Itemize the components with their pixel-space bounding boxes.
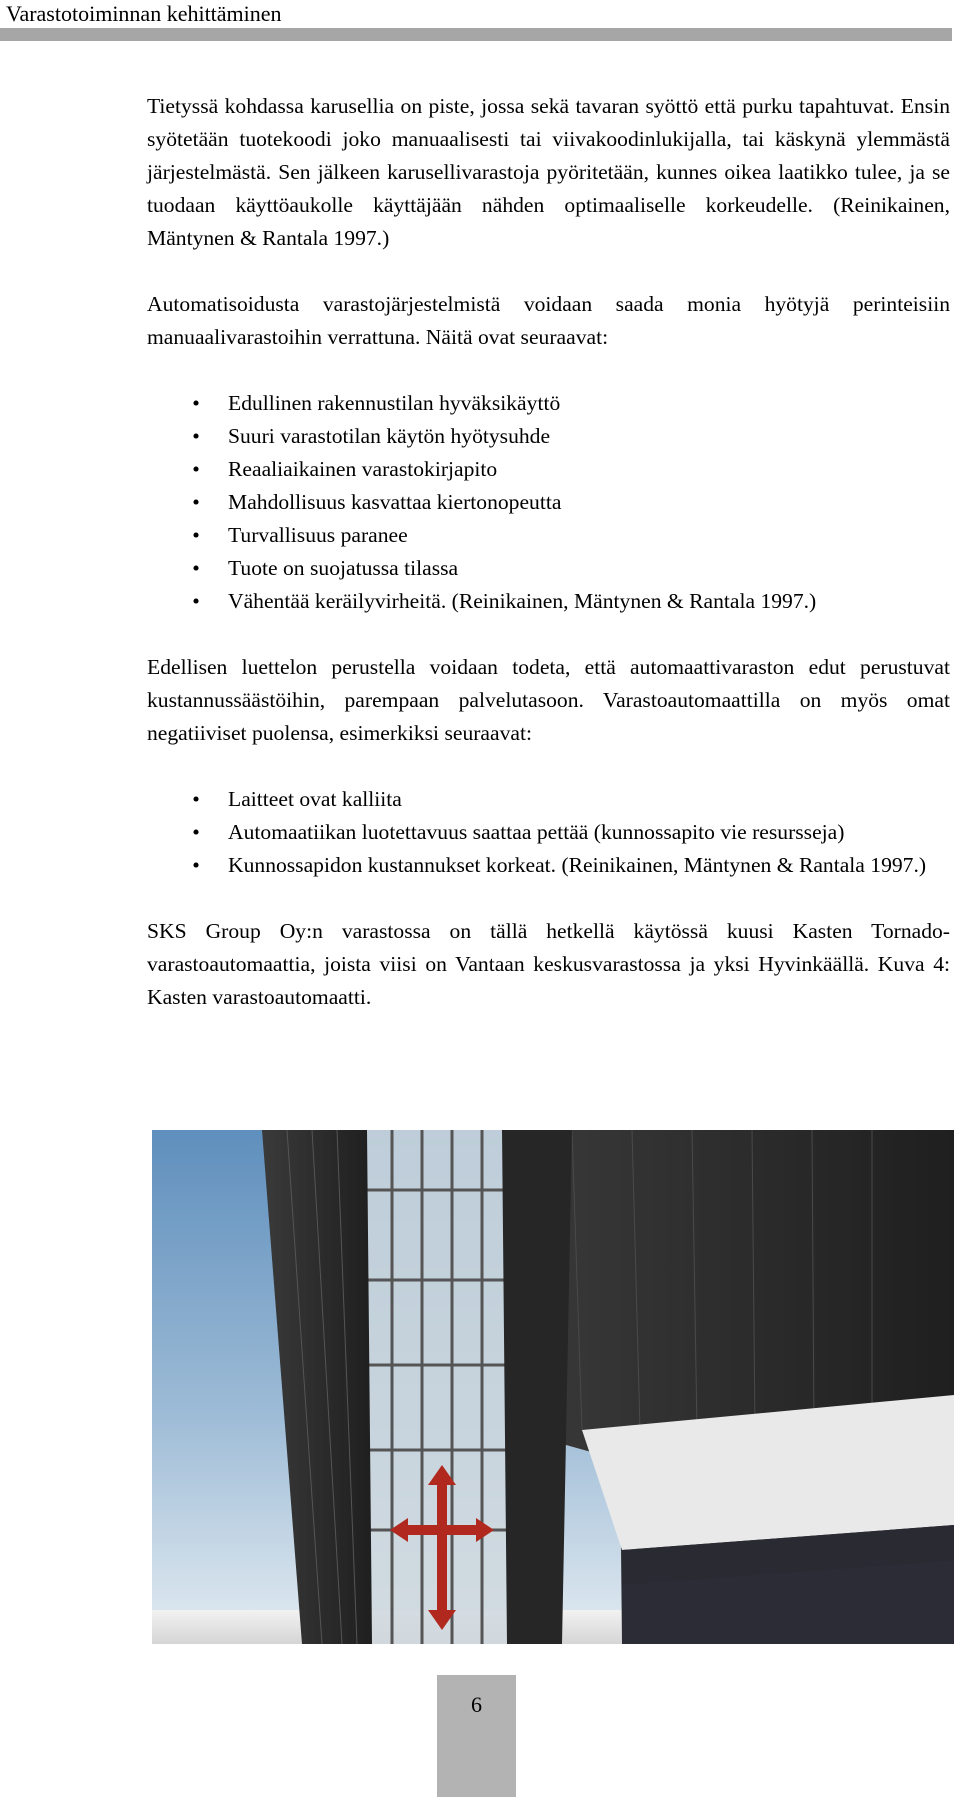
list-item-text: Mahdollisuus kasvattaa kiertonopeutta <box>228 490 562 514</box>
paragraph-sks-group: SKS Group Oy:n varastossa on tällä hetkellä käytössä kuusi Kasten Tornado-varastoautomaattia, joista viisi on Vantaan keskusvarastossa ja yksi Hyvinkäällä. Kuva 4: Kasten varastoautomaatti. <box>147 919 950 1009</box>
list-item <box>147 552 950 585</box>
bullet-icon: • <box>192 556 200 580</box>
warehouse-machine-image <box>152 1130 954 1644</box>
paragraph-carousel: Tietyssä kohdassa karusellia on piste, jossa sekä tavaran syöttö että purku tapahtuvat. Ensin syötetään tuotekoodi joko manuaalisesti tai viivakoodinlukijalla, tai käskynä ylemmästä järjestelmästä. Sen jälkeen karusellivarastoja pyöritetään, kunnes oikea laatikko tulee, ja se tuodaan käyttöaukolle käyttäjään nähden optimaaliselle korkeudelle. (Reinikainen, Mäntynen & Rantala 1997.) <box>147 94 950 250</box>
list-item <box>147 486 950 519</box>
bullet-icon: • <box>192 424 200 448</box>
list-item-text: Kunnossapidon kustannukset korkeat. (Reinikainen, Mäntynen & Rantala 1997.) <box>228 853 927 877</box>
drawbacks-list <box>147 783 950 882</box>
list-item <box>147 816 950 849</box>
running-header-title: Varastotoiminnan kehittäminen <box>6 1 282 26</box>
list-item <box>147 849 950 882</box>
bullet-icon: • <box>192 490 200 514</box>
list-item <box>147 783 950 816</box>
list-item-text: Suuri varastotilan käytön hyötysuhde <box>228 424 551 448</box>
bullet-icon: • <box>192 820 200 844</box>
list-item-text: Tuote on suojatussa tilassa <box>228 556 459 580</box>
paragraph-benefits-intro: Automatisoidusta varastojärjestelmistä voidaan saada monia hyötyjä perinteisiin manuaalivarastoihin verrattuna. Näitä ovat seuraavat: <box>147 292 950 349</box>
list-item <box>147 420 950 453</box>
list-item-text: Automaatiikan luotettavuus saattaa pettää (kunnossapito vie resursseja) <box>228 820 845 844</box>
bullet-icon: • <box>192 787 200 811</box>
bullet-icon: • <box>192 457 200 481</box>
list-item-text: Turvallisuus paranee <box>228 523 408 547</box>
bullet-icon: • <box>192 523 200 547</box>
page-body <box>147 90 950 1014</box>
list-item-text: Vähentää keräilyvirheitä. (Reinikainen, Mäntynen & Rantala 1997.) <box>228 589 817 613</box>
list-item-text: Reaaliaikainen varastokirjapito <box>228 457 498 481</box>
paragraph-drawbacks-intro: Edellisen luettelon perustella voidaan todeta, että automaattivaraston edut perustuvat kustannussäästöihin, parempaan palvelutasoon. Varastoautomaattilla on myös omat negatiiviset puolensa, esimerkiksi seuraavat: <box>147 655 950 745</box>
list-item <box>147 453 950 486</box>
bullet-icon: • <box>192 589 200 613</box>
page-number-box <box>437 1675 516 1797</box>
list-item <box>147 519 950 552</box>
list-item-text: Edullinen rakennustilan hyväksikäyttö <box>228 391 561 415</box>
bullet-icon: • <box>192 853 200 877</box>
list-item-text: Laitteet ovat kalliita <box>228 787 402 811</box>
list-item <box>147 387 950 420</box>
benefits-list <box>147 387 950 618</box>
page-number: 6 <box>471 1692 482 1717</box>
bullet-icon: • <box>192 391 200 415</box>
list-item <box>147 585 950 618</box>
header-rule <box>0 28 952 41</box>
